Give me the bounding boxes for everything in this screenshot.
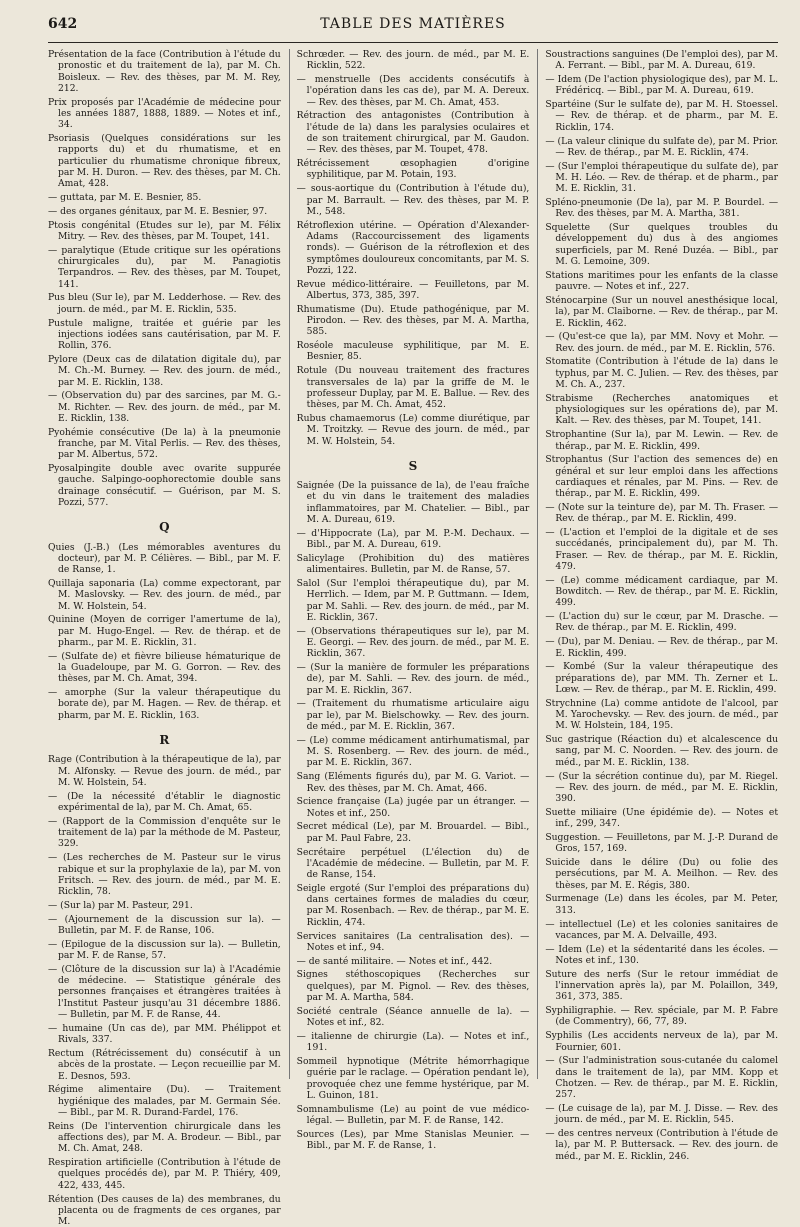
index-entry: Sténocarpine (Sur un nouvel anesthésique local, la), par M. Claiborne. — Rev. de thérap., par M. E. Ricklin, 462. — [545, 294, 779, 329]
index-entry: Suette miliaire (Une épidémie de). — Notes et inf., 299, 347. — [545, 806, 779, 830]
index-entry: Sources (Les), par Mme Stanislas Meunier. — Bibl., par M. F. de Ranse, 1. — [296, 1128, 530, 1152]
index-entry: Surmenage (Le) dans les écoles, par M. Peter, 313. — [545, 893, 779, 916]
index-entry: — (Observation du) par des sarcines, par M. G.-M. Richter. — Rev. des journ. de méd., par M. E. Ricklin, 138. — [48, 390, 281, 424]
index-entry: — (L'action du) sur le cœur, par M. Drasche. — Rev. de thérap., par M. E. Ricklin, 499. — [545, 611, 779, 634]
column-left — [48, 49, 281, 1227]
index-entry: Somnambulisme (Le) au point de vue médico-légal. — Bulletin, par M. F. de Ranse, 142. — [296, 1103, 530, 1127]
index-entry: Présentation de la face (Contribution à l'étude du pronostic et du traitement de la), par M. Ch. Boisleux. — Rev. des thèses, par M. M. Rey, 212. — [48, 49, 281, 94]
index-entry: — amorphe (Sur la valeur thérapeutique du borate de), par M. Hagen. — Rev. de thérap. et pharm, par M. E. Ricklin, 163. — [48, 687, 281, 721]
index-entry: — des centres nerveux (Contribution à l'étude de la), par M. P. Buttersack. — Rev. des journ. de méd., par M. E. Ricklin, 246. — [545, 1128, 779, 1162]
index-entry: Science française (La) jugée par un étranger. — Notes et inf., 250. — [296, 796, 530, 819]
index-entry: — (Traitement du rhumatisme articulaire aigu par le), par M. Bielschowky. — Rev. des journ. de méd., par M. E. Ricklin, 367. — [296, 698, 530, 733]
index-entry: — (Le) comme médicament antirhumatismal, par M. S. Rosenberg. — Rev. des journ. de méd., par M. E. Ricklin, 367. — [296, 734, 530, 769]
index-entry: Soustractions sanguines (De l'emploi des), par M. A. Ferrant. — Bibl., par M. A. Dureau, 619. — [545, 49, 779, 72]
index-entry: — Kombé (Sur la valeur thérapeutique des préparations de), par MM. Th. Zerner et L. Lœw. — Rev. de thérap., par M. E. Ricklin, 499. — [545, 661, 779, 695]
index-entry: Rubus chamaemorus (Le) comme diurétique, par M. Troitzky. — Revue des journ. de méd., par M. W. Holstein, 54. — [296, 412, 530, 447]
index-entry: — (Sur la) par M. Pasteur, 291. — [48, 899, 193, 911]
index-entry: — (Observations thérapeutiques sur le), par M. E. Georgi. — Rev. des journ. de méd., par M. E. Ricklin, 367. — [296, 625, 530, 660]
index-entry: Saignée (De la puissance de la), de l'eau fraîche et du vin dans le traitement des maladies inflammatoires, par M. Chatelier. — Bibl., par M. A. Dureau, 619. — [296, 480, 530, 525]
index-entry: Pyosalpingite double avec ovarite suppurée gauche. Salpingo-oophorectomie double sans drainage consécutif. — Guérison, par M. S. Pozzi, 577. — [48, 463, 281, 508]
index-entry: — d'Hippocrate (La), par M. P.-M. Dechaux. — Bibl., par M. A. Dureau, 619. — [296, 527, 530, 551]
index-entry: — (Sulfate de) et fièvre bilieuse hématurique de la Guadeloupe, par M. G. Gorron. — Rev. des thèses, par M. Ch. Amat, 394. — [48, 650, 281, 685]
index-entry: — (Le cuisage de la), par M. J. Disse. — Rev. des journ. de méd., par M. E. Ricklin, 545. — [545, 1103, 779, 1126]
index-entry: — (Les recherches de M. Pasteur sur le virus rabique et sur la prophylaxie de la), par M. von Fritsch. — Rev. des journ. de méd., par M. E. Ricklin, 78. — [48, 852, 281, 898]
index-entry: Signes stéthoscopiques (Recherches sur quelques), par M. Pignol. — Rev. des thèses, par M. A. Martha, 584. — [296, 969, 530, 1004]
index-entry: Suture des nerfs (Sur le retour immédiat de l'innervation après la), par M. Polaillon, 349, 361, 373, 385. — [545, 968, 779, 1003]
index-entry: — paralytique (Etude critique sur les opérations chirurgicales du), par M. Panagiotis Terpandros. — Rev. des thèses, par M. Toupet, 141. — [48, 244, 281, 290]
running-title: TABLE DES MATIÈRES — [320, 16, 506, 32]
index-entry: Seigle ergoté (Sur l'emploi des préparations du) dans certaines formes de maladies du cœur, par M. Rosenbach. — Rev. de thérap., par M. E. Ricklin, 474. — [296, 882, 530, 928]
index-entry: Quillaja saponaria (La) comme expectorant, par M. Maslovsky. — Rev. des journ. de méd., par M. W. Holstein, 54. — [48, 577, 281, 612]
index-entry: Secrétaire perpétuel (L'élection du) de l'Académie de médecine. — Bulletin, par M. F. de Ranse, 154. — [296, 846, 530, 881]
index-columns — [48, 49, 779, 1227]
index-entry: — (Qu'est-ce que la), par MM. Novy et Mohr. — Rev. des journ. de méd., par M. E. Ricklin, 576. — [545, 331, 779, 354]
index-entry: Sommeil hypnotique (Métrite hémorrhagique guérie par le raclage. — Opération pendant le), provoquée chez une femme hystérique, par M. L. Guinon, 181. — [296, 1056, 530, 1101]
index-entry: Suc gastrique (Réaction du) et alcalescence du sang, par M. C. Noorden. — Rev. des journ. de méd., par M. E. Ricklin, 138. — [545, 734, 779, 768]
index-entry: — (Sur la manière de formuler les préparations de), par M. Sahli. — Rev. des journ. de méd., par M. E. Ricklin, 367. — [296, 662, 530, 696]
index-entry: Salol (Sur l'emploi thérapeutique du), par M. Herrlich. — Idem, par M. P. Guttmann. — Idem, par M. Sahli. — Rev. des journ. de méd., par M. E. Ricklin, 367. — [296, 577, 530, 623]
index-entry: — (Epilogue de la discussion sur la). — Bulletin, par M. F. de Ranse, 57. — [48, 938, 281, 962]
index-entry: Squelette (Sur quelques troubles du développement du) dus à des angiomes superficiels, par M. René Duzéa. — Bibl., par M. G. Lemoine, 309. — [545, 222, 779, 268]
index-entry: Pyohémie consécutive (De la) à la pneumonie franche, par M. Vital Perlis. — Rev. des thèses, par M. Albertus, 572. — [48, 426, 281, 461]
index-entry: — (Note sur la teinture de), par M. Th. Fraser. — Rev. de thérap., par M. E. Ricklin, 499. — [545, 501, 779, 525]
index-entry: Prix proposés par l'Académie de médecine pour les années 1887, 1888, 1889. — Notes et inf., 34. — [48, 96, 281, 131]
index-entry: Stomatite (Contribution à l'étude de la) dans le typhus, par M. C. Julien. — Rev. des thèses, par M. Ch. A., 237. — [545, 356, 779, 391]
index-entry: — (Rapport de la Commission d'enquête sur le traitement de la) par la méthode de M. Pasteur, 329. — [48, 815, 281, 850]
index-entry: Syphilis (Les accidents nerveux de la), par M. Fournier, 601. — [545, 1030, 779, 1053]
index-entry: Rétroflexion utérine. — Opération d'Alexander-Adams (Raccourcissement des ligaments ronds). — Guérison de la rétroflexion et des symptômes douloureux concomitants, par M. S. Pozzi, 122. — [296, 219, 530, 276]
index-entry: Rectum (Rétrécissement du) consécutif à un abcès de la prostate. — Leçon recueillie par M. E. Desnos, 593. — [48, 1047, 281, 1082]
index-entry: — (Sur l'emploi thérapeutique du sulfate de), par M. H. Léo. — Rev. de thérap. et de pharm., par M. E. Ricklin, 31. — [545, 160, 779, 195]
index-entry: — guttata, par M. E. Besnier, 85. — [48, 192, 202, 204]
index-entry: Schrœder. — Rev. des journ. de méd., par M. E. Ricklin, 522. — [296, 49, 530, 72]
index-entry: — italienne de chirurgie (La). — Notes et inf., 191. — [296, 1030, 530, 1054]
index-entry: Strophantus (Sur l'action des semences de) en général et sur leur emploi dans les affections cardiaques et rénales, par M. Pins. — Rev. de thérap., par M. E. Ricklin, 499. — [545, 454, 779, 500]
index-entry: Sang (Eléments figurés du), par M. G. Variot. — Rev. des thèses, par M. Ch. Amat, 466. — [296, 771, 530, 794]
index-entry: Secret médical (Le), par M. Brouardel. — Bibl., par M. Paul Fabre, 23. — [296, 821, 530, 844]
index-entry: — (Sur la sécrétion continue du), par M. Riegel. — Rev. des journ. de méd., par M. E. Ricklin, 390. — [545, 770, 779, 805]
page-number: 642 — [48, 16, 78, 32]
index-entry: — (De la nécessité d'établir le diagnostic expérimental de la), par M. Ch. Amat, 65. — [48, 790, 281, 814]
index-entry: Roséole maculeuse syphilitique, par M. E. Besnier, 85. — [296, 340, 530, 363]
index-entry: Spléno-pneumonie (De la), par M. P. Bourdel. — Rev. des thèses, par M. A. Martha, 381. — [545, 197, 779, 220]
index-entry: — de santé militaire. — Notes et inf., 442. — [296, 955, 493, 967]
index-entry: Psoriasis (Quelques considérations sur les rapports du) et du rhumatisme, et en particulier du rhumatisme chronique fibreux, par M. H. Duron. — Rev. des thèses, par M. Ch. Amat, 428. — [48, 133, 281, 190]
index-entry: — humaine (Un cas de), par MM. Phélippot et Rivals, 337. — [48, 1022, 281, 1046]
section-letter: R — [159, 733, 170, 748]
index-entry: Pustule maligne, traitée et guérie par les injections iodées sans cautérisation, par M. F. Rollin, 376. — [48, 317, 281, 352]
index-entry: — menstruelle (Des accidents consécutifs à l'opération dans les cas de), par M. A. Dereux. — Rev. des thèses, par M. Ch. Amat, 453. — [296, 74, 530, 108]
index-entry: Pus bleu (Sur le), par M. Ledderhose. — Rev. des journ. de méd., par M. E. Ricklin, 535. — [48, 292, 281, 315]
index-entry: Stations maritimes pour les enfants de la classe pauvre. — Notes et inf., 227. — [545, 269, 779, 293]
index-entry: Salicylage (Prohibition du) des matières alimentaires. Bulletin, par M. de Ranse, 57. — [296, 552, 530, 576]
index-entry: — Idem (De l'action physiologique des), par M. L. Frédéricq. — Bibl., par M. A. Dureau, 619. — [545, 74, 779, 97]
index-entry: — intellectuel (Le) et les colonies sanitaires de vacances, par M. A. Delvaille, 493. — [545, 918, 779, 941]
section-letter: Q — [159, 520, 170, 535]
index-entry: Revue médico-littéraire. — Feuilletons, par M. Albertus, 373, 385, 397. — [296, 278, 530, 301]
index-entry: Syphiligraphie. — Rev. spéciale, par M. P. Fabre (de Commentry), 66, 77, 89. — [545, 1005, 779, 1028]
index-entry: Régime alimentaire (Du). — Traitement hygiénique des malades, par M. Germain Sée. — Bibl., par M. R. Durand-Fardel, 176. — [48, 1084, 281, 1118]
index-entry: Quies (J.-B.) (Les mémorables aventures du docteur), par M. P. Célières. — Bibl., par M. F. de Ranse, 1. — [48, 541, 281, 576]
index-entry: Rétrécissement œsophagien d'origine syphilitique, par M. Potain, 193. — [296, 158, 530, 181]
index-entry: — (Clôture de la discussion sur la) à l'Académie de médecine. — Statistique générale des personnes françaises et étrangères traitées à l'Institut Pasteur jusqu'au 31 décembre 1886. — Bulletin, par M. F. de Ranse, 44. — [48, 963, 281, 1021]
index-entry: Suggestion. — Feuilletons, par M. J.-P. Durand de Gros, 157, 169. — [545, 832, 779, 855]
index-entry: — sous-aortique du (Contribution à l'étude du), par M. Barrault. — Rev. des thèses, par M. P. M., 548. — [296, 183, 530, 217]
index-entry: Spartéine (Sur le sulfate de), par M. H. Stoessel. — Rev. de thérap. et de pharm., par M. E. Ricklin, 174. — [545, 99, 779, 133]
index-entry: Reins (De l'intervention chirurgicale dans les affections des), par M. A. Brodeur. — Bibl., par M. Ch. Amat, 248. — [48, 1120, 281, 1155]
index-entry: — (Ajournement de la discussion sur la). — Bulletin, par M. F. de Ranse, 106. — [48, 913, 281, 936]
index-entry: Suicide dans le délire (Du) ou folie des persécutions, par M. A. Meilhon. — Rev. des thèses, par M. E. Régis, 380. — [545, 857, 779, 891]
index-entry: Rhumatisme (Du). Etude pathogénique, par M. Pirodon. — Rev. des thèses, par M. A. Martha, 585. — [296, 303, 530, 338]
column-middle — [289, 49, 530, 1152]
page-header — [48, 14, 778, 40]
index-entry: Rotule (Du nouveau traitement des fractures transversales de la) par la griffe de M. le professeur Duplay, par M. E. Ballue. — Rev. des thèses, par M. Ch. Amat, 452. — [296, 365, 530, 411]
index-entry: Ptosis congénital (Etudes sur le), par M. Félix Mitry. — Rev. des thèses, par M. Toupet, 141. — [48, 219, 281, 242]
index-entry: Strychnine (La) comme antidote de l'alcool, par M. Yarochevsky. — Rev. des journ. de méd., par M. W. Holstein, 184, 195. — [545, 697, 779, 732]
index-entry: — (Du), par M. Deniau. — Rev. de thérap., par M. E. Ricklin, 499. — [545, 636, 779, 659]
header-rule — [48, 42, 778, 43]
index-entry: — (Le) comme médicament cardiaque, par M. Bowditch. — Rev. de thérap., par M. E. Ricklin, 499. — [545, 574, 779, 609]
index-entry: — (Sur l'administration sous-cutanée du calomel dans le traitement de la), par MM. Kopp et Chotzen. — Rev. de thérap., par M. E. Ricklin, 257. — [545, 1055, 779, 1101]
index-entry: Strabisme (Recherches anatomiques et physiologiques sur les opérations de), par M. Kalt. — Rev. des thèses, par M. Toupet, 141. — [545, 392, 779, 427]
index-entry: Strophantine (Sur la), par M. Lewin. — Rev. de thérap., par M. E. Ricklin, 499. — [545, 429, 779, 452]
index-entry: — des organes génitaux, par M. E. Besnier, 97. — [48, 205, 268, 217]
index-entry: Respiration artificielle (Contribution à l'étude de quelques procédés de), par M. P. Thiéry, 409, 422, 433, 445. — [48, 1157, 281, 1191]
index-entry: Pylore (Deux cas de dilatation digitale du), par M. Ch.-M. Burney. — Rev. des journ. de méd., par M. E. Ricklin, 138. — [48, 353, 281, 388]
index-entry: Services sanitaires (La centralisation des). — Notes et inf., 94. — [296, 930, 530, 953]
index-entry: Rage (Contribution à la thérapeutique de la), par M. Alfonsky. — Revue des journ. de méd., par M. W. Holstein, 54. — [48, 754, 281, 788]
index-entry: — Idem (Le) et la sédentarité dans les écoles. — Notes et inf., 130. — [545, 943, 779, 966]
index-entry: Société centrale (Séance annuelle de la). — Notes et inf., 82. — [296, 1005, 530, 1029]
index-entry: Quinine (Moyen de corriger l'amertume de la), par M. Hugo-Engel. — Rev. de thérap. et de pharm., par M. E. Ricklin, 31. — [48, 614, 281, 648]
index-entry: Rétraction des antagonistes (Contribution à l'étude de la) dans les paralysies oculaires et de son traitement chirurgical, par M. Gaudon. — Rev. des thèses, par M. Toupet, 478. — [296, 110, 530, 156]
column-right — [537, 49, 779, 1162]
index-entry: — (La valeur clinique du sulfate de), par M. Prior. — Rev. de thérap., par M. E. Ricklin, 474. — [545, 135, 779, 158]
index-entry: — (L'action et l'emploi de la digitale et de ses succédanés, principalement du), par M. Th. Fraser. — Rev. de thérap., par M. E. Ricklin, 479. — [545, 527, 779, 572]
index-entry: Rétention (Des causes de la) des membranes, du placenta ou de fragments de ces organes, par M. — [48, 1193, 281, 1227]
section-letter: S — [408, 458, 418, 473]
